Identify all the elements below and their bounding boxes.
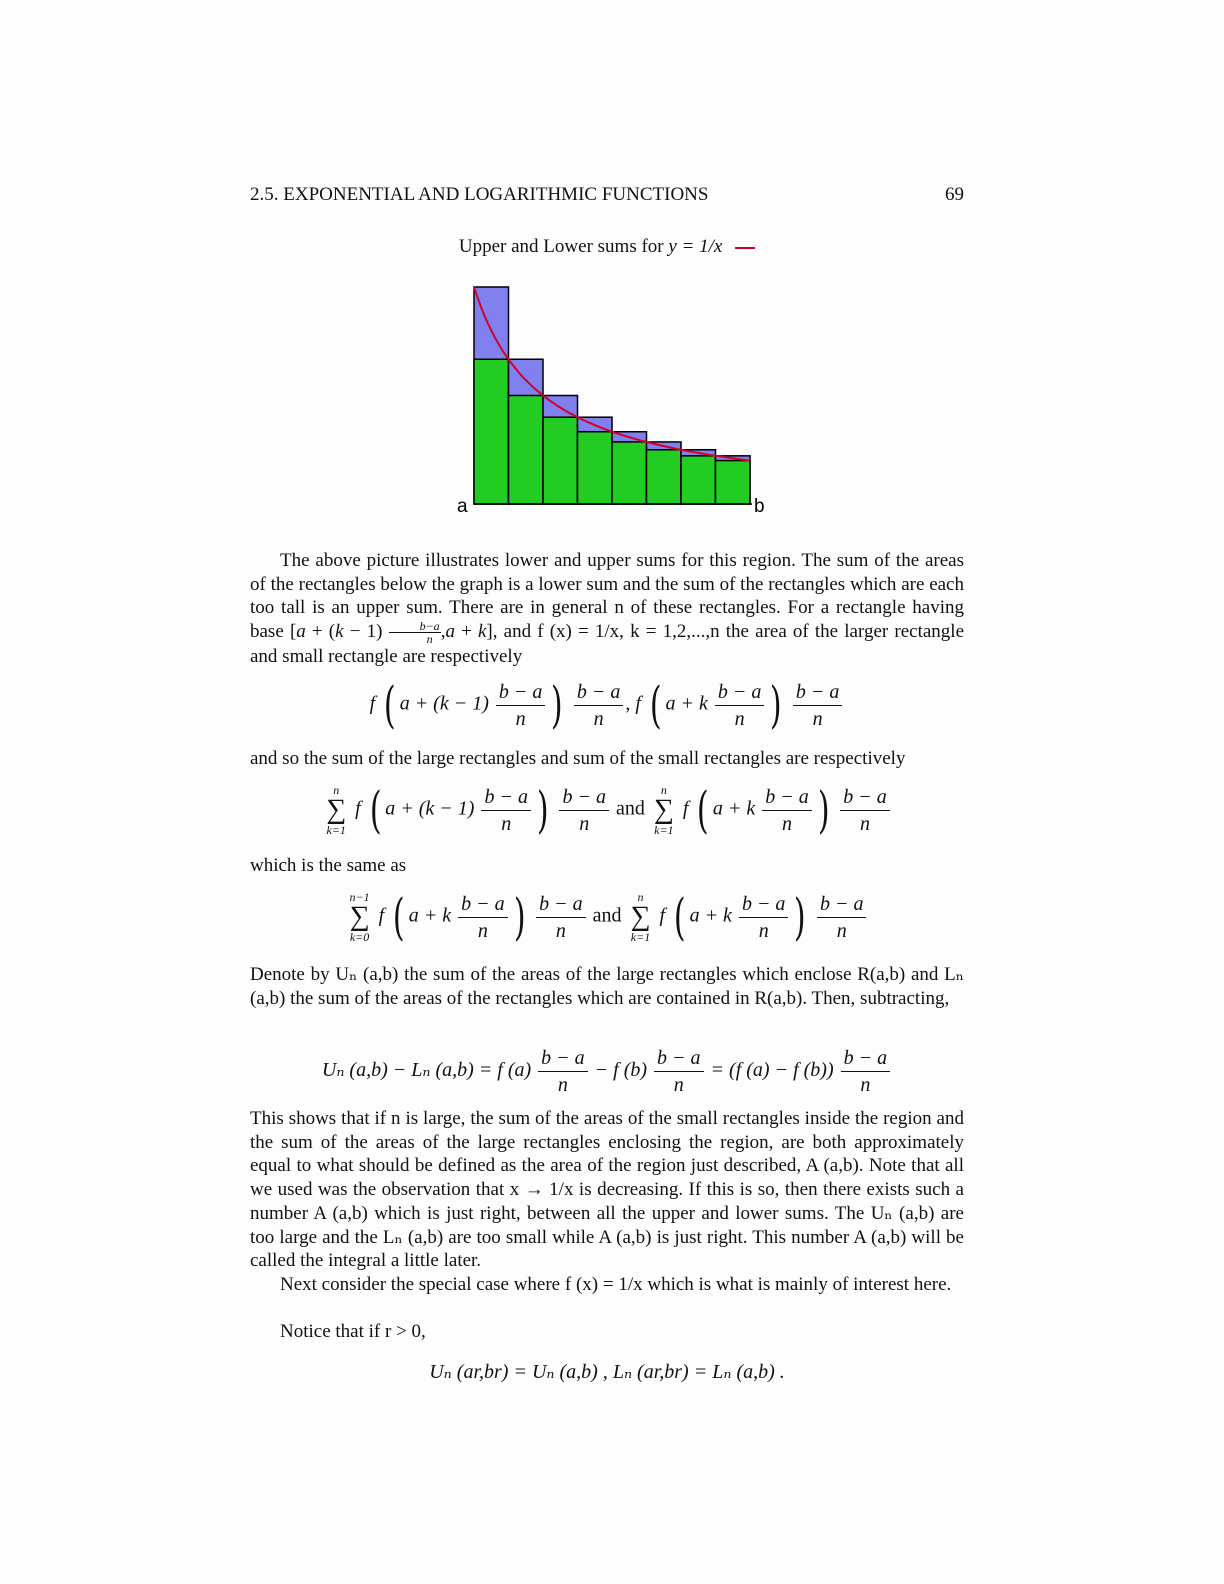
section-title: 2.5. EXPONENTIAL AND LOGARITHMIC FUNCTIONS	[250, 184, 709, 205]
paragraph-1-part-b: , and f (x) = 1/x, k = 1,2,...,n the area of the larger rectangle and small rectangle are respectively	[250, 621, 965, 668]
running-header	[250, 184, 964, 206]
lower-rect-2	[509, 396, 544, 505]
paragraph-4: Denote by Uₙ (a,b) the sum of the areas of the large rectangles which enclose R(a,b) and Lₙ (a,b) the sum of the areas of the rectangles which are contained in R(a,b). Then, subtracting,	[250, 964, 964, 1009]
paragraph-1-part-a: The above picture illustrates lower and upper sums for this region. The sum of the areas of the rectangles below the graph is a lower sum and the sum of the rectangles which are each too tall is an upper sum. There are in general n of these rectangles. For a rectangle having base	[250, 550, 964, 643]
base-interval: [a + (k − 1) $\frac{b-a}{n}$ ,a + k]	[289, 619, 493, 647]
lower-rect-7	[681, 456, 716, 504]
lower-rect-1	[474, 359, 509, 504]
paragraph-5: This shows that if n is large, the sum of the areas of the small rectangles inside the region and the sum of the areas of the large rectangles enclosing the region, are both approximately equal to what should be defined as the area of the region just described, A (a,b). Note that all we used was the observation that x → 1/x is decreasing. If this is so, then there exists such a number A (a,b) which is just right, between all the upper and lower sums. The Uₙ (a,b) are too large and the Lₙ (a,b) are too small while A (a,b) is just right. This number A (a,b) will be called the integral a little later.	[250, 1108, 964, 1272]
figure-title-math: y = 1/x	[668, 236, 723, 257]
equation-sums-same: n−1 ∑ k=0 f ( a + k $\frac{b - a}{n}$ ) $\frac{b - a}{n}$ and n ∑ k=1 f ( a + k $\frac{b - a}{n}$ ) $\frac{b - a}{n}$	[250, 891, 964, 943]
lower-rect-3	[543, 417, 578, 504]
equation-sums: n ∑ k=1 f ( a + (k − 1) $\frac{b - a}{n}$ ) $\frac{b - a}{n}$ and n ∑ k=1 f ( a + k $\frac{b - a}{n}$ ) $\frac{b - a}{n}$	[250, 784, 964, 836]
figure-title-text: Upper and Lower sums for	[458, 236, 664, 257]
equation-difference: Uₙ (a,b) − Lₙ (a,b) = f (a) $\frac{b - a}{n}$ − f (b) $\frac{b - a}{n}$ = (f (a) − f (b)) $\frac{b - a}{n}$	[250, 1048, 964, 1095]
lower-rect-4	[578, 432, 613, 504]
paragraph-7: Notice that if r > 0,	[280, 1321, 426, 1342]
equation-areas: f ( a + (k − 1) $\frac{b - a}{n}$ ) $\frac{b - a}{n}$ , f ( a + k $\frac{b - a}{n}$ ) $\frac{b - a}{n}$	[250, 680, 964, 730]
paragraph-3: which is the same as	[250, 855, 407, 876]
label-b: b	[754, 496, 765, 517]
figure-title	[400, 236, 814, 258]
paragraph-1	[250, 549, 964, 669]
page-number: 69	[945, 184, 964, 205]
label-a: a	[457, 496, 468, 517]
curve-legend-line	[735, 247, 755, 249]
lower-rect-5	[612, 442, 647, 504]
paragraph-2: and so the sum of the large rectangles and sum of the small rectangles are respectively	[250, 748, 906, 769]
paragraph-6: Next consider the special case where f (x) = 1/x which is what is mainly of interest here.	[280, 1274, 952, 1295]
lower-rect-6	[647, 450, 682, 504]
lower-rect-8	[716, 461, 751, 504]
riemann-sum-chart	[440, 270, 780, 530]
equation-scaling: Uₙ (ar,br) = Uₙ (a,b) , Lₙ (ar,br) = Lₙ (a,b) .	[429, 1361, 785, 1383]
